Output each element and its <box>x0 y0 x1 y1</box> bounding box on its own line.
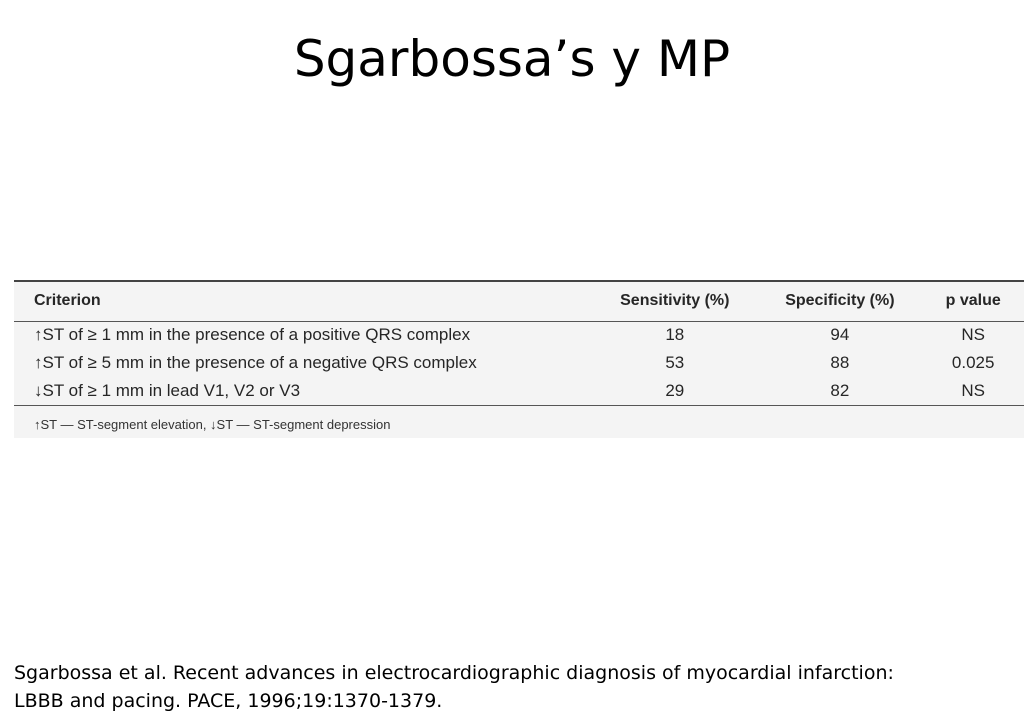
table-header-row <box>14 281 1024 321</box>
cell-p-value: 0.025 <box>951 353 995 372</box>
cell-sensitivity: 29 <box>592 377 757 405</box>
cell-specificity: 94 <box>830 325 850 345</box>
cell-specificity: 82 <box>757 377 922 405</box>
criteria-table <box>14 280 1024 406</box>
header-specificity: Specificity (%) <box>757 281 922 321</box>
header-sensitivity: Sensitivity (%) <box>592 281 757 321</box>
citation-line-1: Sgarbossa et al. Recent advances in electrocardiographic diagnosis of myocardial infarction: <box>14 662 894 684</box>
cell-criterion: ↓ST of ≥ 1 mm in lead V1, V2 or V3 <box>14 377 592 405</box>
slide-title: Sgarbossa’s y MP <box>293 30 731 88</box>
cell-sensitivity: 18 <box>665 325 685 345</box>
cell-criterion: ↑ST of ≥ 5 mm in the presence of a negative QRS complex <box>34 353 477 372</box>
cell-p-value: NS <box>961 325 986 345</box>
cell-criterion: ↑ST of ≥ 1 mm in the presence of a positive QRS complex <box>34 325 471 345</box>
header-p-value: p value <box>922 281 1024 321</box>
table-footnote: ↑ST — ST-segment elevation, ↓ST — ST-segment depression <box>34 417 391 432</box>
citation <box>14 659 1014 715</box>
cell-specificity: 88 <box>830 353 850 372</box>
cell-sensitivity: 53 <box>665 353 685 372</box>
citation-line-2: LBBB and pacing. PACE, 1996;19:1370-1379. <box>14 690 443 712</box>
cell-p-value: NS <box>922 377 1024 405</box>
table-row <box>14 321 1024 349</box>
header-criterion: Criterion <box>14 281 592 321</box>
criteria-table-image <box>14 280 1024 438</box>
table-row <box>14 377 1024 405</box>
table-row <box>14 349 1024 377</box>
